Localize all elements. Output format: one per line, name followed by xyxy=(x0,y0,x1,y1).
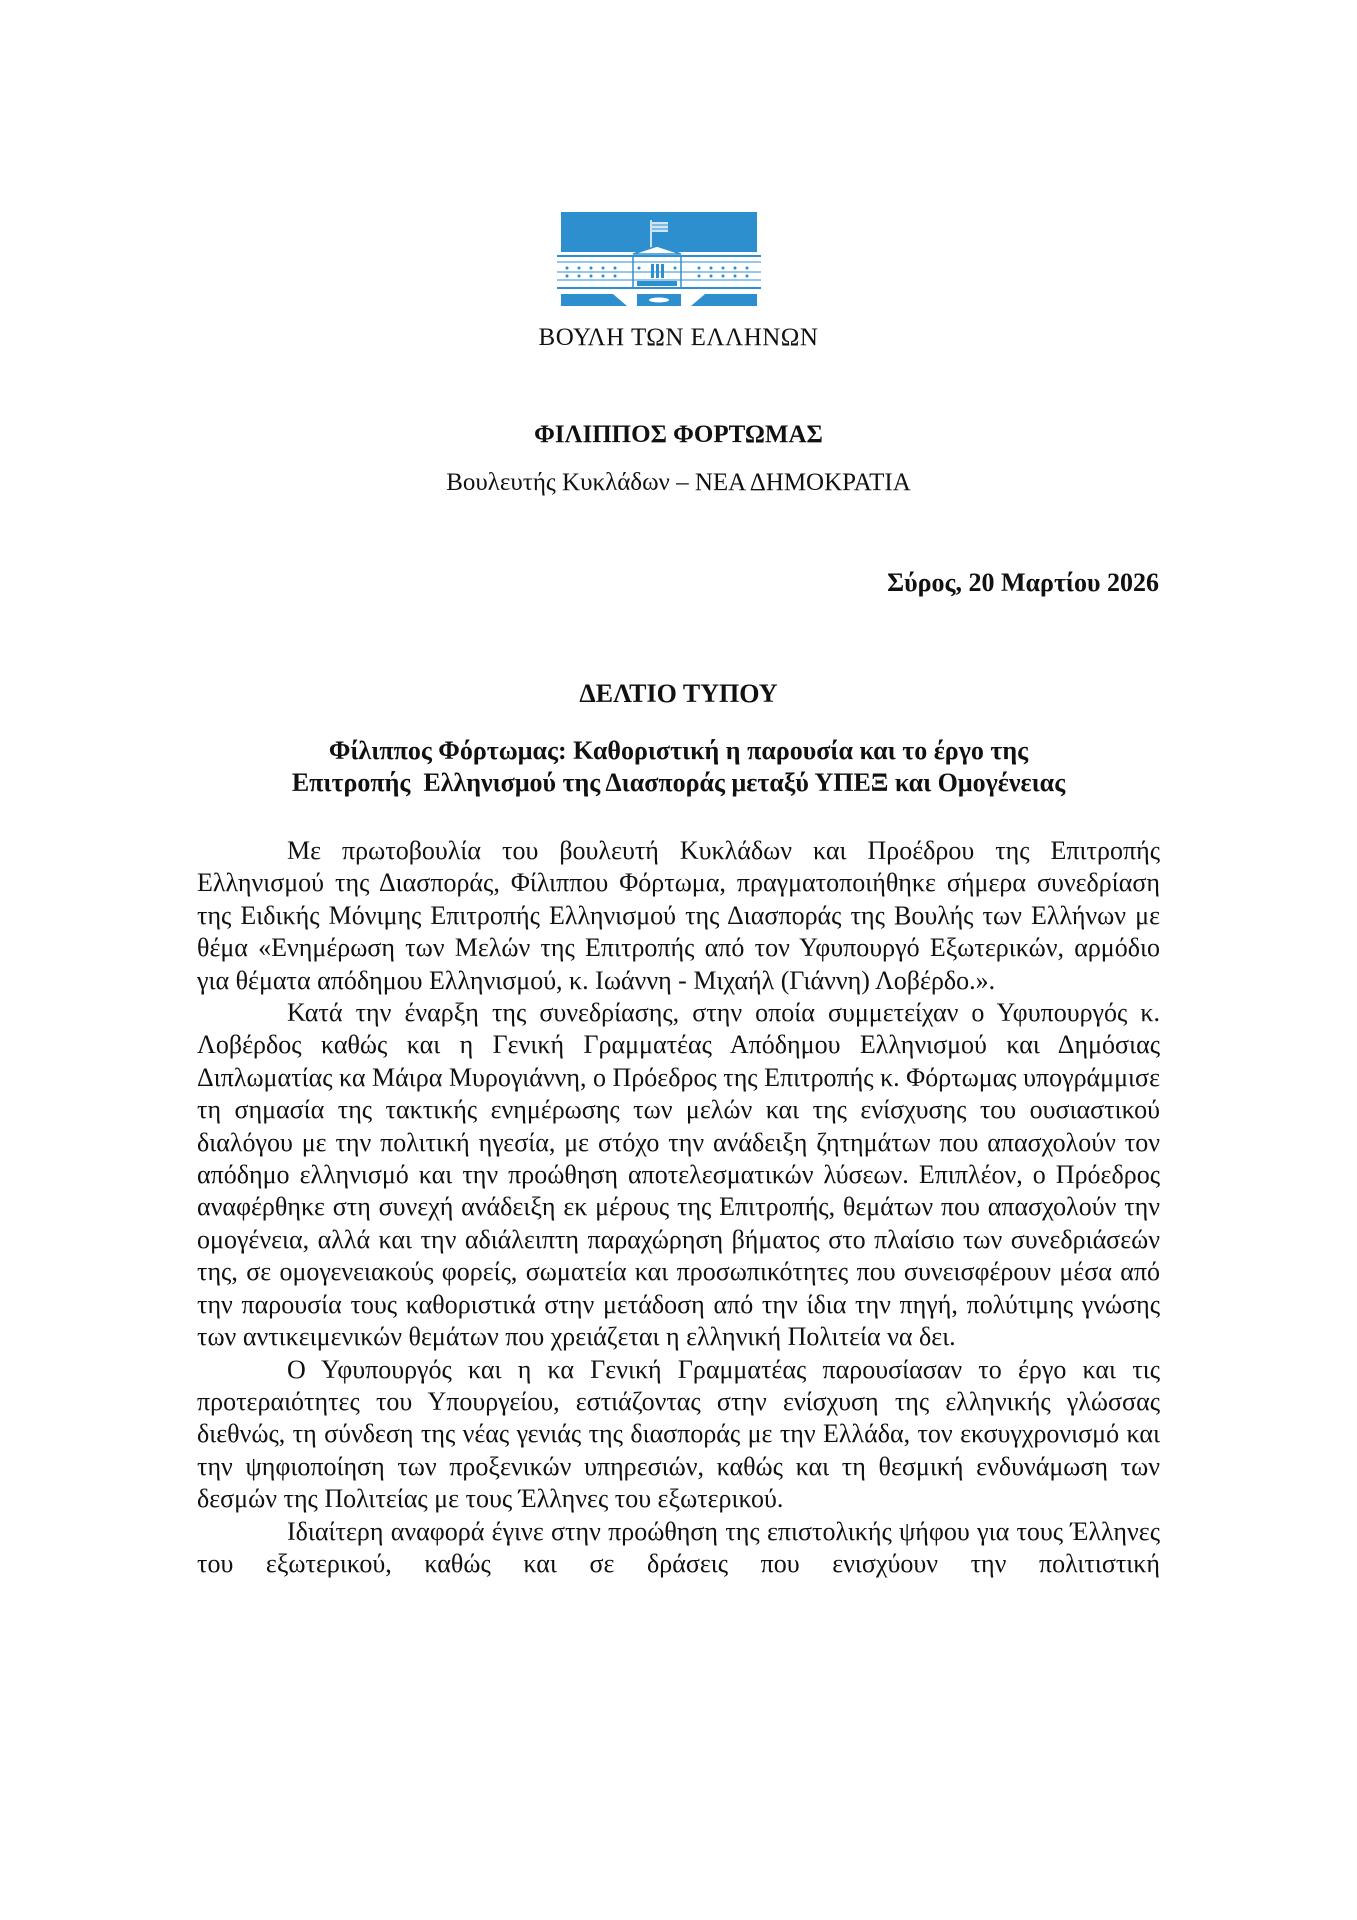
parliament-logo-icon xyxy=(553,210,765,310)
institution-name: ΒΟΥΛΗ ΤΩΝ ΕΛΛΗΝΩΝ xyxy=(538,324,819,351)
headline-line-1: Φίλιππος Φόρτωμας: Καθοριστική η παρουσία και το έργο της xyxy=(328,736,1029,765)
headline-line-2: Επιτροπής Ελληνισμού της Διασποράς μεταξύ ΥΠΕΞ και Ομογένειας xyxy=(291,768,1066,797)
mp-name: ΦΙΛΙΠΠΟΣ ΦΟΡΤΩΜΑΣ xyxy=(534,421,823,448)
paragraph: Ο Υφυπουργός και η κα Γενική Γραμματέας παρουσίασαν το έργο και τις προτεραιότητες του Υπουργείου, εστιάζοντας στην ενίσχυση της ελληνικής γλώσσας διεθνώς, τη σύνδεση της νέας γενιάς της διασποράς με την Ελλάδα, τον εκσυγχρονισμό και την ψηφιοποίηση των προξενικών υπηρεσιών, καθώς και τη θεσμική ενδυνάμωση των δεσμών της Πολιτείας με τους Έλληνες του εξωτερικού. xyxy=(197,1354,1160,1514)
body-text xyxy=(197,835,1160,1580)
paragraph: Ιδιαίτερη αναφορά έγινε στην προώθηση της επιστολικής ψήφου για τους Έλληνες του εξωτερικού, καθώς και σε δράσεις που ενισχύουν την πολιτιστική xyxy=(197,1516,1160,1578)
mp-role: Βουλευτής Κυκλάδων – ΝΕΑ ΔΗΜΟΚΡΑΤΙΑ xyxy=(446,469,911,496)
paragraph: Με πρωτοβουλία του βουλευτή Κυκλάδων και Προέδρου της Επιτροπής Ελληνισμού της Διασποράς, Φίλιππου Φόρτωμα, πραγματοποιήθηκε σήμερα συνεδρίαση της Ειδικής Μόνιμης Επιτροπής Ελληνισμού της Διασποράς της Βουλής των Ελλήνων με θέμα «Ενημέρωση των Μελών της Επιτροπής από τον Υφυπουργό Εξωτερικών, αρμόδιο για θέματα απόδημου Ελληνισμού, κ. Ιωάννη - Μιχαήλ (Γιάννη) Λοβέρδο.». xyxy=(197,836,1160,995)
paragraph: Κατά την έναρξη της συνεδρίασης, στην οποία συμμετείχαν ο Υφυπουργός κ. Λοβέρδος καθώς και η Γενική Γραμματέας Απόδημου Ελληνισμού και Δημόσιας Διπλωματίας κα Μάιρα Μυρογιάννη, ο Πρόεδρος της Επιτροπής κ. Φόρτωμας υπογράμμισε τη σημασία της τακτικής ενημέρωσης των μελών και της ενίσχυσης του ουσιαστικού διαλόγου με την πολιτική ηγεσία, με στόχο την ανάδειξη ζητημάτων που απασχολούν τον απόδημο ελληνισμό και την προώθηση αποτελεσματικών λύσεων. Επιπλέον, ο Πρόεδρος αναφέρθηκε στη συνεχή ανάδειξη εκ μέρους της Επιτροπής, θεμάτων που απασχολούν την ομογένεια, αλλά και την αδιάλειπτη παραχώρηση βήματος στο πλαίσιο των συνεδριάσεών της, σε ομογενειακούς φορείς, σωματεία και προσωπικότητες που συνεισφέρουν μέσα από την παρουσία τους καθοριστικά στην μετάδοση από την ίδια την πηγή, πολύτιμης γνώσης των αντικειμενικών θεμάτων που χρειάζεται η ελληνική Πολιτεία να δει. xyxy=(197,998,1160,1352)
place-date: Σύρος, 20 Μαρτίου 2026 xyxy=(887,568,1159,597)
headline xyxy=(0,735,1357,799)
document-type: ΔΕΛΤΙΟ ΤΥΠΟΥ xyxy=(579,679,778,708)
